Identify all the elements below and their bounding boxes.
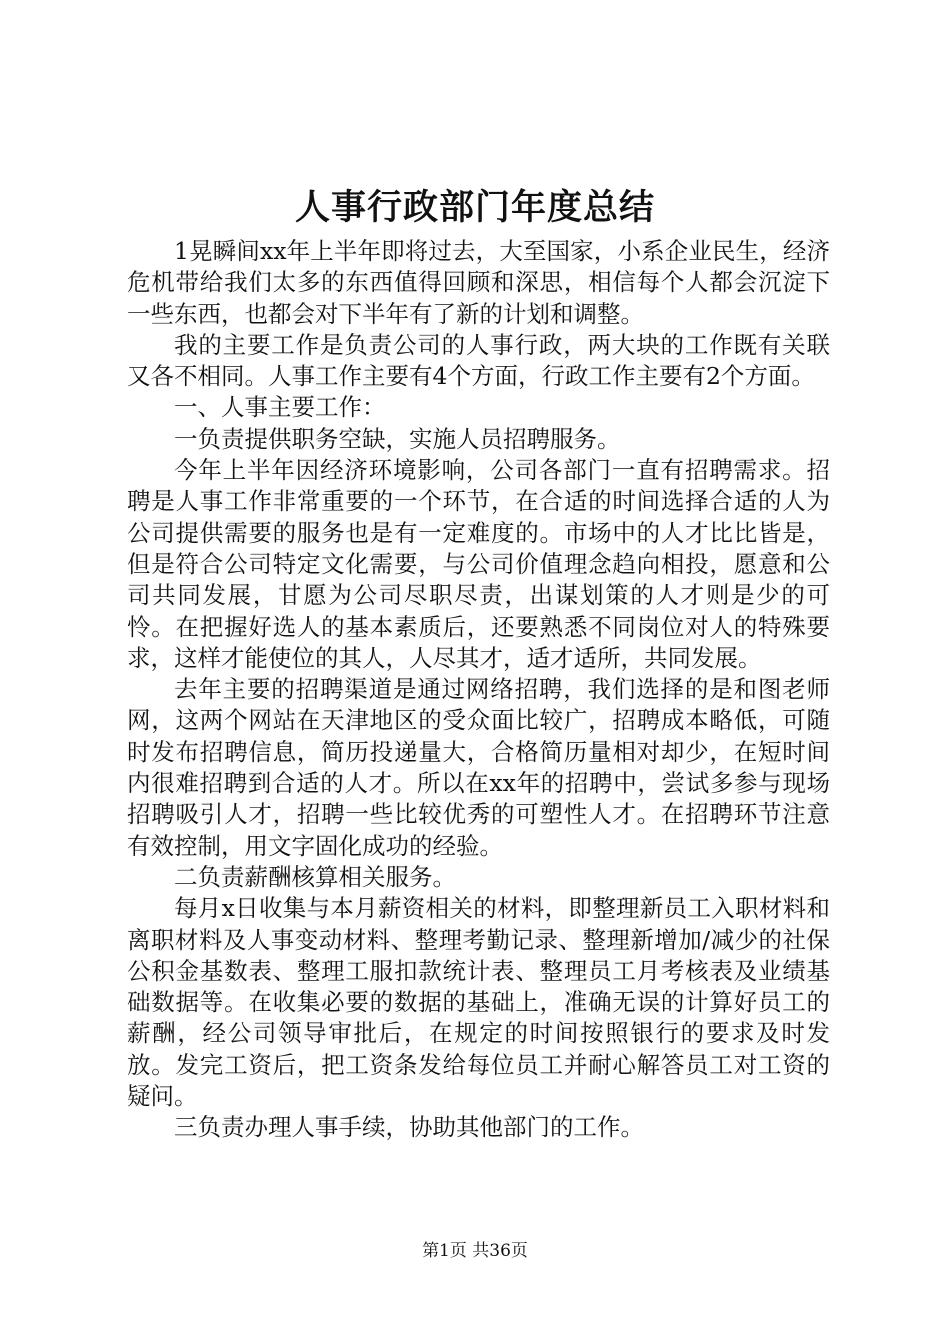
- paragraph: 每月x日收集与本月薪资相关的材料，即整理新员工入职材料和离职材料及人事变动材料、整理考勤记录、整理新增加/减少的社保公积金基数表、整理工服扣款统计表、整理员工月考核表及业绩基础数据等。在收集必要的数据的基础上，准确无误的计算好员工的薪酬，经公司领导审批后，在规定的时间按照银行的要求及时发放。发完工资后，把工资条发给每位员工并耐心解答员工对工资的疑问。: [127, 894, 830, 1111]
- paragraph: 去年主要的招聘渠道是通过网络招聘，我们选择的是和图老师网，这两个网站在天津地区的受众面比较广，招聘成本略低，可随时发布招聘信息，简历投递量大，合格简历量相对却少，在短时间内很难招聘到合适的人才。所以在xx年的招聘中，尝试多参与现场招聘吸引人才，招聘一些比较优秀的可塑性人才。在招聘环节注意有效控制，用文字固化成功的经验。: [127, 675, 830, 860]
- document-title: 人事行政部门年度总结: [294, 187, 655, 228]
- paragraph: 我的主要工作是负责公司的人事行政，两大块的工作既有关联又各不相同。人事工作主要有4个方面，行政工作主要有2个方面。: [127, 330, 830, 391]
- subsection-heading: 一负责提供职务空缺，实施人员招聘服务。: [174, 424, 621, 453]
- paragraph: 今年上半年因经济环境影响，公司各部门一直有招聘需求。招聘是人事工作非常重要的一个环节，在合适的时间选择合适的人为公司提供需要的服务也是有一定难度的。市场中的人才比比皆是，但是符合公司特定文化需要，与公司价值理念趋向相投，愿意和公司共同发展，甘愿为公司尽职尽责，出谋划策的人才则是少的可怜。在把握好选人的基本素质后，还要熟悉不同岗位对人的特殊要求，这样才能使位的其人，人尽其才，适才适所，共同发展。: [127, 456, 830, 672]
- document-body: [127, 236, 830, 1144]
- subsection-heading: 二负责薪酬核算相关服务。: [174, 862, 456, 891]
- page-footer: 第1页 共36页: [422, 1241, 528, 1261]
- section-heading: 一、人事主要工作：: [174, 393, 386, 422]
- subsection-heading: 三负责办理人事手续，协助其他部门的工作。: [174, 1113, 644, 1142]
- paragraph: 1晃瞬间xx年上半年即将过去，大至国家，小系企业民生，经济危机带给我们太多的东西值得回顾和深思，相信每个人都会沉淀下一些东西，也都会对下半年有了新的计划和调整。: [127, 237, 830, 328]
